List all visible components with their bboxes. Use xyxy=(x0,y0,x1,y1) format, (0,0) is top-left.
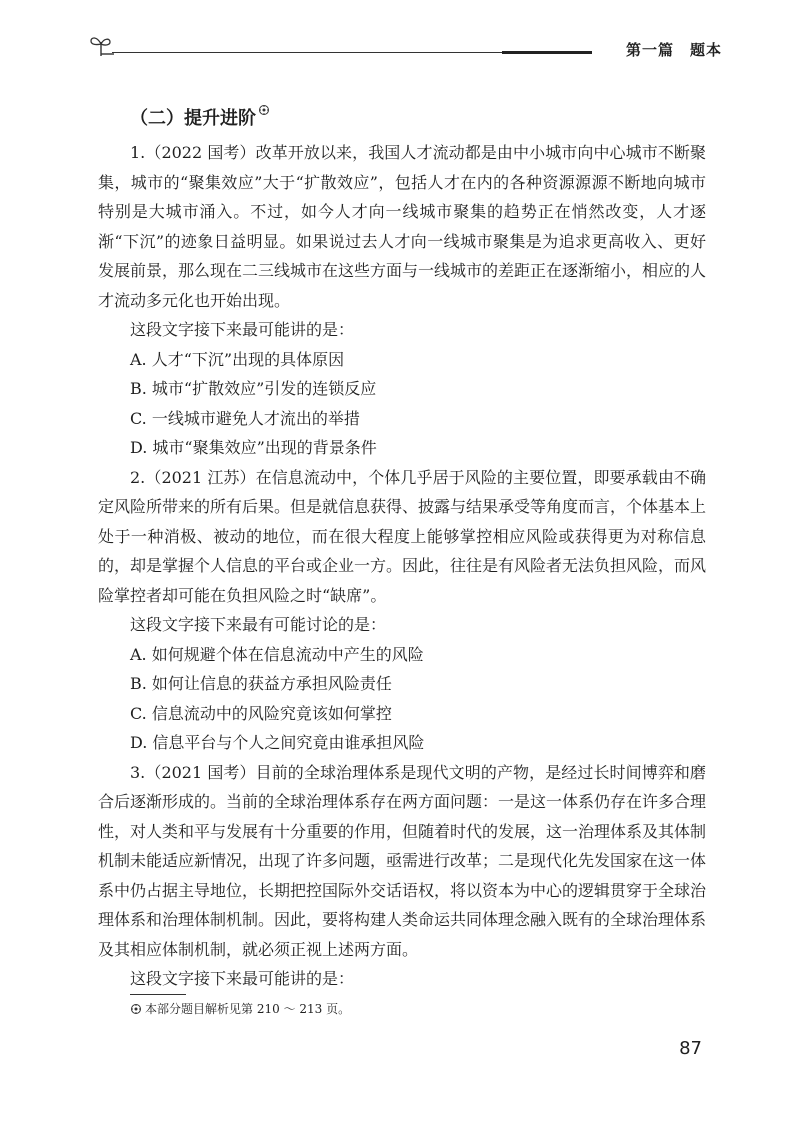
section-title xyxy=(130,104,270,130)
header-rule-accent xyxy=(502,51,592,54)
question-stem: 这段文字接下来最可能讲的是： xyxy=(130,969,355,988)
option-b: B. 如何让信息的获益方承担风险责任 xyxy=(130,674,392,693)
flower-marker-icon xyxy=(130,1003,142,1015)
footnote xyxy=(130,1000,350,1017)
running-header xyxy=(82,30,722,60)
footnote-text: 本部分题目解析见第 210 ～ 213 页。 xyxy=(145,1002,351,1016)
question-1 xyxy=(98,138,706,463)
option-c: C. 一线城市避免人才流出的举措 xyxy=(130,408,360,428)
question-3 xyxy=(98,758,706,994)
option-c: C. 信息流动中的风险究竟该如何掌控 xyxy=(130,703,392,723)
header-title: 第一篇 题本 xyxy=(625,41,722,59)
option-d: D. 城市“聚集效应”出现的背景条件 xyxy=(130,438,377,457)
option-a: A. 如何规避个体在信息流动中产生的风险 xyxy=(130,644,424,664)
option-b: B. 城市“扩散效应”引发的连锁反应 xyxy=(130,379,377,398)
question-stem: 这段文字接下来最可能讲的是： xyxy=(130,320,355,339)
flower-marker-icon xyxy=(258,104,270,116)
sprout-icon xyxy=(88,32,114,58)
question-2 xyxy=(98,463,706,758)
option-a: A. 人才“下沉”出现的具体原因 xyxy=(130,349,345,369)
question-paragraph: 2.（2021 江苏）在信息流动中，个体几乎居于风险的主要位置，即要承载由不确定风险所带来的所有后果。但是就信息获得、披露与结果承受等角度而言，个体基本上处于一种消极、被动的地位，而在很大程度上能够掌控相应风险或获得更为对称信息的，却是掌握个人信息的平台或企业一方。因此，往往是有风险者无法负担风险，而风险掌控者却可能在负担风险之时“缺席”。 xyxy=(98,467,707,605)
question-list xyxy=(98,138,706,994)
question-paragraph: 1.（2022 国考）改革开放以来，我国人才流动都是由中小城市向中心城市不断聚集，城市的“聚集效应”大于“扩散效应”，包括人才在内的各种资源源源不断地向城市特别是大城市涌入。不过，如今人才向一线城市聚集的趋势正在悄然改变，人才逐渐“下沉”的迹象日益明显。如果说过去人才向一线城市聚集是为追求更高收入、更好发展前景，那么现在二三线城市在这些方面与一线城市的差距正在逐渐缩小，相应的人才流动多元化也开始出现。 xyxy=(98,143,707,310)
question-paragraph: 3.（2021 国考）目前的全球治理体系是现代文明的产物，是经过长时间博弈和磨合后逐渐形成的。当前的全球治理体系存在两方面问题：一是这一体系仍存在许多合理性，对人类和平与发展有十分重要的作用，但随着时代的发展，这一治理体系及其体制机制未能适应新情况，出现了许多问题，亟需进行改革；二是现代化先发国家在这一体系中仍占据主导地位，长期把控国际外交话语权，将以资本为中心的逻辑贯穿于全球治理体系和治理体制机制。因此，要将构建人类命运共同体理念融入既有的全球治理体系及其相应体制机制，就必须正视上述两方面。 xyxy=(98,762,707,959)
question-stem: 这段文字接下来最有可能讨论的是： xyxy=(130,615,387,634)
option-d: D. 信息平台与个人之间究竟由谁承担风险 xyxy=(130,733,425,752)
footnote-rule xyxy=(130,994,186,995)
page-number: 87 xyxy=(679,1038,702,1059)
section-title-text: （二）提升进阶 xyxy=(130,108,256,129)
